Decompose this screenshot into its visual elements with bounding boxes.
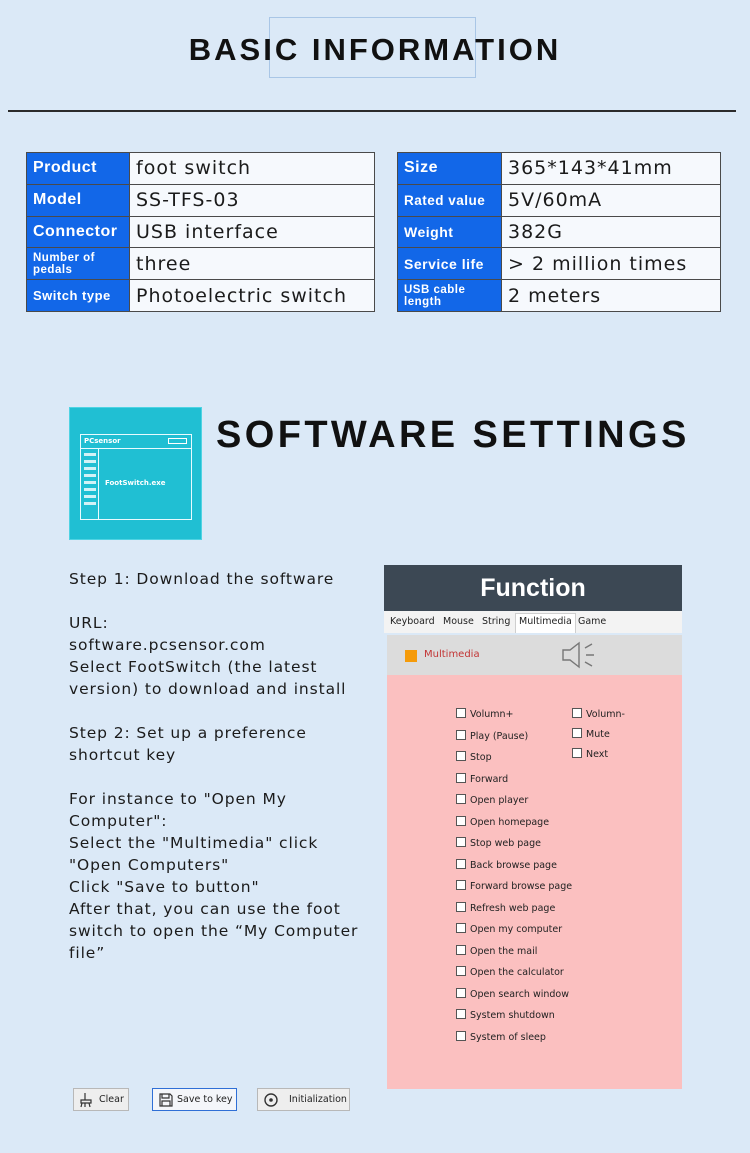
spec-value: > 2 million times (502, 248, 721, 280)
spec-row (27, 153, 375, 185)
spec-label: Switch type (27, 280, 130, 312)
spec-value: 2 meters (502, 280, 721, 312)
checkbox-icon[interactable] (456, 730, 466, 740)
option-checkbox[interactable]: Open player (456, 794, 528, 806)
divider (8, 110, 736, 112)
save-disk-icon (158, 1092, 174, 1108)
spec-row (398, 184, 721, 216)
tab-mouse[interactable]: Mouse (443, 616, 474, 627)
speaker-icon (560, 638, 602, 672)
spec-label: Service life (398, 248, 502, 280)
function-tabs (384, 611, 682, 633)
function-panel-title: Function (384, 565, 682, 611)
checkbox-icon[interactable] (456, 751, 466, 761)
multimedia-options-panel (387, 675, 682, 1089)
option-checkbox[interactable]: Open the calculator (456, 966, 564, 978)
broom-icon (79, 1092, 95, 1108)
spec-value: 5V/60mA (502, 184, 721, 216)
spec-row (27, 280, 375, 312)
spec-row (27, 184, 375, 216)
reset-icon (263, 1092, 279, 1108)
app-window-outline (80, 434, 192, 520)
multimedia-header (387, 635, 682, 675)
option-checkbox[interactable]: Open homepage (456, 816, 549, 828)
checkbox-icon[interactable] (456, 945, 466, 955)
spec-table-left (26, 152, 375, 312)
checkbox-icon[interactable] (572, 748, 582, 758)
option-checkbox[interactable]: Open my computer (456, 923, 562, 935)
spec-label: USB cable length (398, 280, 502, 312)
checkbox-icon[interactable] (572, 708, 582, 718)
checkbox-icon[interactable] (456, 773, 466, 783)
option-checkbox[interactable]: Open search window (456, 988, 569, 1000)
spec-table-right (397, 152, 721, 312)
checkbox-icon[interactable] (456, 880, 466, 890)
option-checkbox[interactable]: Stop (456, 751, 492, 763)
instance-text: For instance to "Open My Computer": Select the "Multimedia" click "Open Computers" Click "Save to button" After that, you can use the foot switch to open the “My Computer file” (69, 790, 359, 962)
option-checkbox[interactable]: System shutdown (456, 1009, 555, 1021)
checkbox-icon[interactable] (456, 859, 466, 869)
spec-label: Connector (27, 216, 130, 248)
option-checkbox[interactable]: System of sleep (456, 1031, 546, 1043)
option-checkbox[interactable]: Back browse page (456, 859, 557, 871)
multimedia-square-icon (405, 650, 417, 662)
tab-game[interactable]: Game (578, 616, 607, 627)
clear-button[interactable]: Clear (73, 1088, 129, 1111)
option-checkbox[interactable]: Volumn+ (456, 708, 513, 720)
option-checkbox[interactable]: Forward (456, 773, 508, 785)
spec-row (398, 248, 721, 280)
option-checkbox[interactable]: Next (572, 748, 608, 760)
initialization-button[interactable]: Initialization (257, 1088, 350, 1111)
spec-row (398, 153, 721, 185)
pcsensor-logo: PCsensor (84, 437, 121, 445)
option-checkbox[interactable]: Volumn- (572, 708, 625, 720)
tab-string[interactable]: String (482, 616, 511, 627)
instructions (69, 568, 369, 964)
spec-value: USB interface (130, 216, 375, 248)
checkbox-icon[interactable] (456, 923, 466, 933)
multimedia-label: Multimedia (424, 649, 480, 660)
url-text: URL: software.pcsensor.com Select FootSwitch (the latest version) to download and install (69, 614, 347, 698)
window-controls-icon (168, 438, 187, 444)
spec-label: Rated value (398, 184, 502, 216)
app-window-titlebar (81, 435, 191, 449)
spec-label: Model (27, 184, 130, 216)
save-to-key-button[interactable]: Save to key (152, 1088, 237, 1111)
checkbox-icon[interactable] (456, 708, 466, 718)
checkbox-icon[interactable] (456, 902, 466, 912)
spec-row (27, 216, 375, 248)
app-window-icon (69, 407, 202, 540)
spec-row (27, 248, 375, 280)
spec-value: foot switch (130, 153, 375, 185)
spec-label: Weight (398, 216, 502, 248)
option-checkbox[interactable]: Play (Pause) (456, 730, 528, 742)
step-2-text: Step 2: Set up a preference shortcut key (69, 724, 307, 764)
basic-information-title: BASIC INFORMATION (188, 32, 562, 67)
spec-value: 382G (502, 216, 721, 248)
checkbox-icon[interactable] (572, 728, 582, 738)
software-settings-title: SOFTWARE SETTINGS (216, 414, 690, 456)
checkbox-icon[interactable] (456, 1009, 466, 1019)
option-checkbox[interactable]: Forward browse page (456, 880, 572, 892)
spec-value: SS-TFS-03 (130, 184, 375, 216)
option-checkbox[interactable]: Stop web page (456, 837, 541, 849)
checkbox-icon[interactable] (456, 966, 466, 976)
app-sidebar-icon (81, 449, 99, 520)
checkbox-icon[interactable] (456, 988, 466, 998)
spec-label: Product (27, 153, 130, 185)
checkbox-icon[interactable] (456, 837, 466, 847)
spec-label: Size (398, 153, 502, 185)
option-checkbox[interactable]: Mute (572, 728, 610, 740)
exe-name: FootSwitch.exe (105, 479, 166, 487)
spec-value: Photoelectric switch (130, 280, 375, 312)
tab-multimedia[interactable]: Multimedia (515, 613, 576, 633)
spec-row (398, 280, 721, 312)
tab-keyboard[interactable]: Keyboard (390, 616, 435, 627)
spec-value: 365*143*41mm (502, 153, 721, 185)
spec-row (398, 216, 721, 248)
option-checkbox[interactable]: Open the mail (456, 945, 537, 957)
option-checkbox[interactable]: Refresh web page (456, 902, 555, 914)
spec-label: Number of pedals (27, 248, 130, 280)
checkbox-icon[interactable] (456, 794, 466, 804)
spec-value: three (130, 248, 375, 280)
step-1-text: Step 1: Download the software (69, 570, 335, 588)
checkbox-icon[interactable] (456, 816, 466, 826)
checkbox-icon[interactable] (456, 1031, 466, 1041)
